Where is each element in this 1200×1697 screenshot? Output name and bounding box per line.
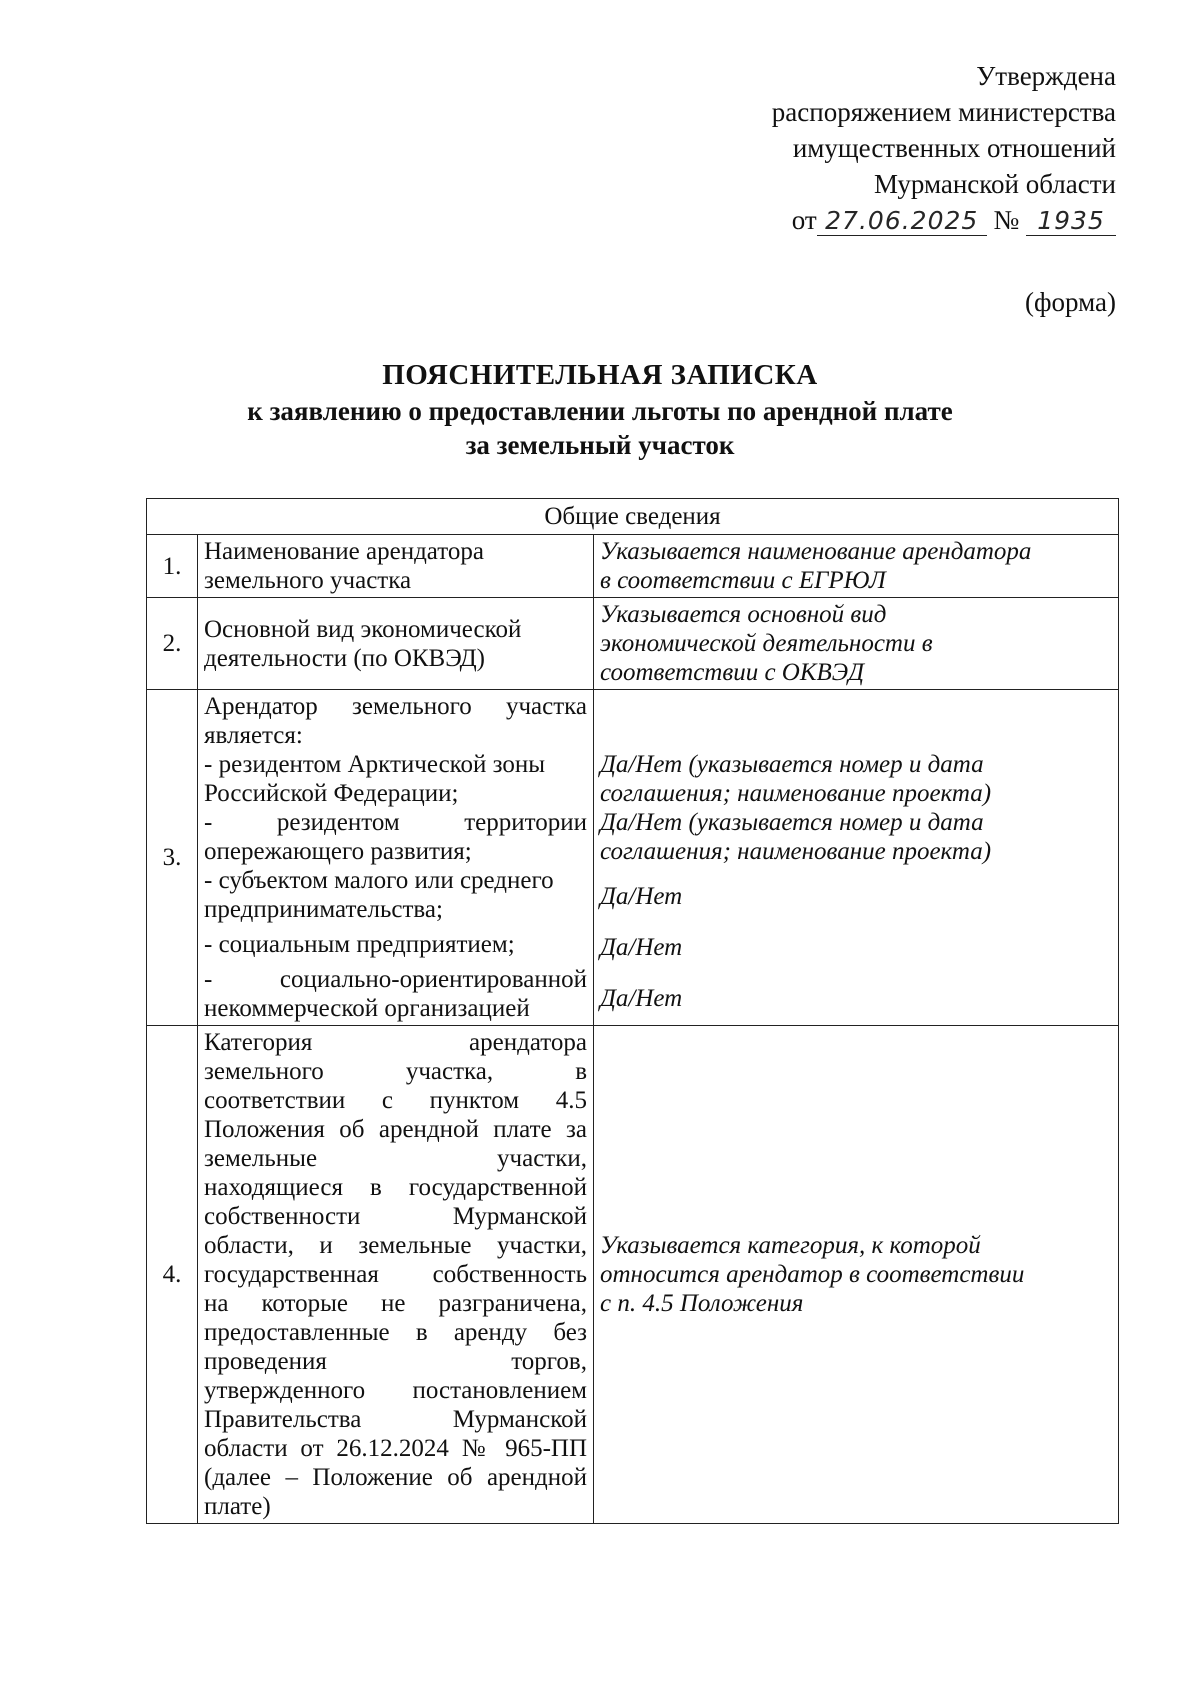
row-number: 4. <box>147 1026 198 1524</box>
row-number: 1. <box>147 535 198 598</box>
handwritten-number: 1935 <box>1026 207 1116 236</box>
label-line: Наименование арендатора <box>204 538 484 565</box>
value-line: соглашения; наименование проекта) <box>600 838 992 865</box>
label-line: некоммерческой организацией <box>204 995 530 1022</box>
value-line: соглашения; наименование проекта) <box>600 780 992 807</box>
label-line: Положения об арендной плате за <box>204 1116 587 1143</box>
number-prefix: № <box>993 205 1020 235</box>
row-label <box>198 598 594 690</box>
title-line-3: за земельный участок <box>465 430 735 460</box>
label-line: Арендатор земельного участка <box>204 693 587 720</box>
label-line: земельного участка <box>204 567 412 594</box>
value-line: Да/Нет (указывается номер и дата <box>600 809 984 836</box>
approval-line-2: распоряжением министерства <box>771 97 1116 127</box>
table-row <box>147 690 1119 1026</box>
table-header: Общие сведения <box>147 499 1119 535</box>
label-line: Категория арендатора <box>204 1029 587 1056</box>
approval-line-1: Утверждена <box>976 61 1116 91</box>
approval-line-3: имущественных отношений <box>792 133 1116 163</box>
form-mark: (форма) <box>1025 287 1116 317</box>
row-label <box>198 535 594 598</box>
value-line: относится арендатор в соответствии <box>600 1261 1025 1288</box>
label-line: области, и земельные участки, <box>204 1232 587 1259</box>
document-title <box>0 356 1200 462</box>
label-line: соответствии с пунктом 4.5 <box>204 1087 587 1114</box>
value-line: в соответствии с ЕГРЮЛ <box>600 567 886 594</box>
row-label <box>198 1026 594 1524</box>
value-line: с п. 4.5 Положения <box>600 1290 804 1317</box>
label-line: Российской Федерации; <box>204 780 459 807</box>
table-row <box>147 598 1119 690</box>
value-line: Указывается категория, к которой <box>600 1232 981 1259</box>
value-line: Указывается наименование арендатора <box>600 538 1032 565</box>
label-line: утвержденного постановлением <box>204 1377 587 1404</box>
row-value <box>594 535 1119 598</box>
label-line: государственная собственность <box>204 1261 587 1288</box>
date-prefix: от <box>791 205 817 235</box>
general-info-table <box>146 498 1119 1524</box>
row-number: 2. <box>147 598 198 690</box>
label-line: Основной вид экономической <box>204 615 522 643</box>
value-line: экономической деятельности в <box>600 630 933 657</box>
row-value <box>594 1026 1119 1524</box>
label-line: - резидентом территории <box>204 809 587 836</box>
label-line: области от 26.12.2024 № 965-ПП <box>204 1435 587 1462</box>
label-line: - социальным предприятием; <box>204 931 515 958</box>
row-value <box>594 690 1119 1026</box>
value-line: Да/Нет (указывается номер и дата <box>600 751 984 778</box>
label-line: - субъектом малого или среднего <box>204 867 554 894</box>
label-line: собственности Мурманской <box>204 1203 587 1230</box>
label-line: земельного участка, в <box>204 1058 587 1085</box>
table-row <box>147 1026 1119 1524</box>
value-line: Указывается основной вид <box>600 601 887 628</box>
label-line: земельные участки, <box>204 1145 587 1172</box>
value-line: соответствии с ОКВЭД <box>600 659 865 686</box>
title-line-1: ПОЯСНИТЕЛЬНАЯ ЗАПИСКА <box>382 359 818 391</box>
table-header-row <box>147 499 1119 535</box>
value-line: Да/Нет <box>600 883 683 910</box>
table-row <box>147 535 1119 598</box>
row-value <box>594 598 1119 690</box>
approval-line-4: Мурманской области <box>874 169 1116 199</box>
row-number: 3. <box>147 690 198 1026</box>
label-line: предпринимательства; <box>204 896 443 923</box>
label-line: плате) <box>204 1493 271 1520</box>
label-line: Правительства Мурманской <box>204 1406 587 1433</box>
approval-block <box>596 58 1116 238</box>
label-line: находящиеся в государственной <box>204 1174 587 1201</box>
value-line: Да/Нет <box>600 934 683 961</box>
label-line: предоставленные в аренду без <box>204 1319 587 1346</box>
label-line: (далее – Положение об арендной <box>204 1464 587 1491</box>
label-line: - резидентом Арктической зоны <box>204 751 546 778</box>
handwritten-date: 27.06.2025 <box>817 207 987 236</box>
label-line: деятельности (по ОКВЭД) <box>204 644 486 672</box>
label-line: - социально-ориентированной <box>204 966 587 993</box>
label-line: проведения торгов, <box>204 1348 587 1375</box>
approval-date-line <box>596 202 1116 238</box>
label-line: опережающего развития; <box>204 838 472 865</box>
row-label <box>198 690 594 1026</box>
label-line: на которые не разграничена, <box>204 1290 587 1317</box>
value-line: Да/Нет <box>600 985 683 1012</box>
label-line: является: <box>204 722 303 749</box>
title-line-2: к заявлению о предоставлении льготы по арендной плате <box>247 396 953 426</box>
